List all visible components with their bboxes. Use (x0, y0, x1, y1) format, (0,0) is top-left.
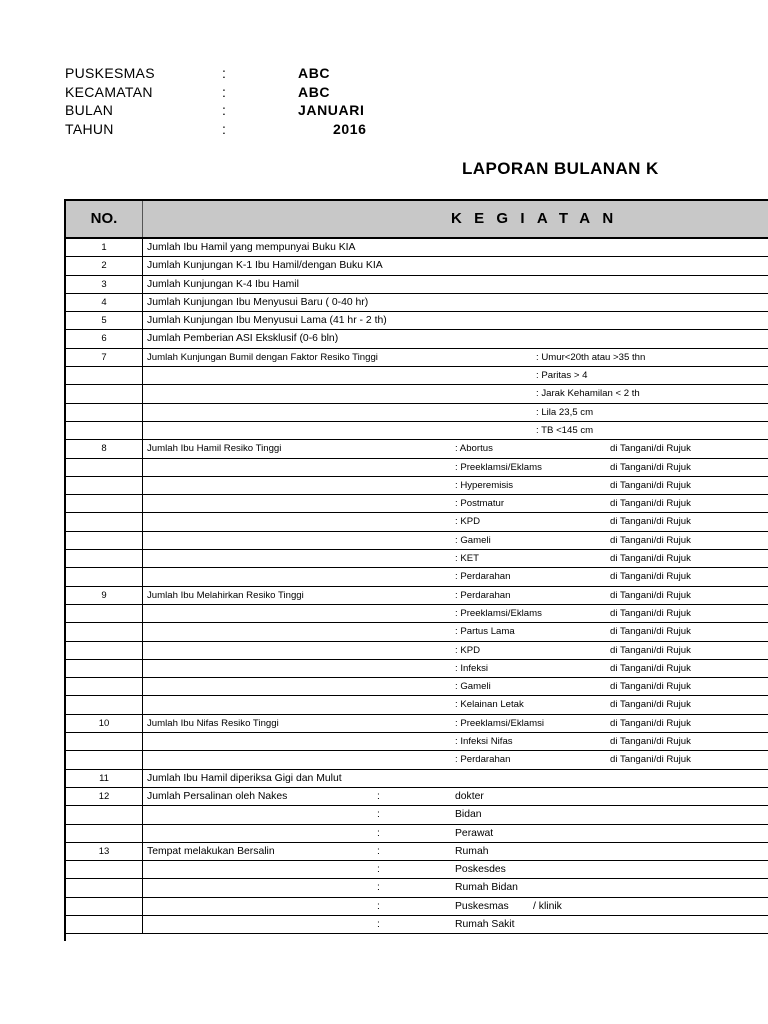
table-row (66, 916, 768, 934)
risk-item-cell: : Perdarahan (455, 589, 511, 601)
table-row (66, 587, 768, 605)
activity-description-cell: Jumlah Ibu Nifas Resiko Tinggi (147, 717, 279, 729)
row-number-cell (66, 916, 143, 933)
action-cell: di Tangani/di Rujuk (610, 498, 691, 510)
table-row (66, 239, 768, 257)
risk-item-cell: : Preeklamsi/Eklams (455, 461, 542, 473)
row-number-cell: 5 (66, 312, 143, 329)
factor-cell: : Jarak Kehamilan < 2 th (536, 388, 640, 400)
table-row (66, 404, 768, 422)
factor-cell: : Paritas > 4 (536, 370, 588, 382)
risk-item-cell: : Preeklamsi/Eklams (455, 607, 542, 619)
meta-value-kecamatan: ABC (298, 83, 331, 100)
meta-row-puskesmas (65, 65, 405, 84)
risk-item-cell: : Hyperemisis (455, 479, 514, 491)
table-row (66, 843, 768, 861)
activity-description-cell: Jumlah Ibu Melahirkan Resiko Tinggi (147, 589, 304, 601)
meta-row-kecamatan (65, 84, 405, 103)
header-no: NO. (66, 201, 143, 237)
table-row (66, 770, 768, 788)
row-number-cell (66, 825, 143, 842)
risk-item-cell: : KET (455, 553, 479, 565)
row-number-cell (66, 642, 143, 659)
report-table (64, 199, 768, 941)
table-row (66, 623, 768, 641)
row-number-cell (66, 898, 143, 915)
row-number-cell (66, 385, 143, 402)
meta-value-bulan: JANUARI (298, 102, 365, 118)
table-row (66, 788, 768, 806)
meta-label-bulan: BULAN (65, 102, 114, 118)
risk-item-cell: : Perdarahan (455, 754, 511, 766)
row-number-cell (66, 367, 143, 384)
factor-cell: : Umur<20th atau >35 thn (536, 351, 646, 363)
table-row (66, 898, 768, 916)
row-number-cell: 10 (66, 715, 143, 732)
action-cell: di Tangani/di Rujuk (610, 534, 691, 546)
row-number-cell: 2 (66, 257, 143, 274)
option-cell: Bidan (455, 809, 482, 821)
table-row (66, 550, 768, 568)
row-number-cell: 3 (66, 276, 143, 293)
action-cell: di Tangani/di Rujuk (610, 699, 691, 711)
option-cell: Poskesdes (455, 864, 506, 876)
table-row (66, 257, 768, 275)
table-row (66, 312, 768, 330)
action-cell: di Tangani/di Rujuk (610, 644, 691, 656)
meta-colon: : (222, 83, 226, 100)
row-number-cell (66, 404, 143, 421)
row-number-cell (66, 477, 143, 494)
activity-description-cell: Jumlah Ibu Hamil yang mempunyai Buku KIA (147, 242, 356, 253)
row-number-cell: 6 (66, 330, 143, 347)
risk-item-cell: : Abortus (455, 443, 493, 455)
action-cell: di Tangani/di Rujuk (610, 626, 691, 638)
row-number-cell (66, 568, 143, 585)
colon-cell: : (377, 882, 380, 894)
risk-item-cell: : Infeksi Nifas (455, 736, 513, 748)
row-number-cell (66, 678, 143, 695)
report-title: LAPORAN BULANAN K (462, 159, 659, 178)
header-kegiatan: KEGIATAN (451, 210, 626, 227)
meta-value-puskesmas: ABC (298, 65, 331, 81)
row-number-cell (66, 733, 143, 750)
activity-description-cell: Jumlah Kunjungan Ibu Menyusui Baru ( 0-40 hr) (147, 296, 369, 308)
risk-item-cell: : KPD (455, 516, 481, 528)
meta-label-puskesmas: PUSKESMAS (65, 65, 155, 81)
table-row (66, 879, 768, 897)
meta-colon: : (222, 120, 226, 137)
table-row (66, 440, 768, 458)
activity-description-cell: Jumlah Ibu Hamil Resiko Tinggi (147, 443, 282, 455)
row-number-cell (66, 696, 143, 713)
action-cell: di Tangani/di Rujuk (610, 717, 691, 729)
risk-item-cell: : Kelainan Letak (455, 699, 524, 711)
action-cell: di Tangani/di Rujuk (610, 571, 691, 583)
activity-description-cell: Jumlah Pemberian ASI Eksklusif (0-6 bln) (147, 333, 339, 345)
colon-cell: : (377, 827, 380, 839)
action-cell: di Tangani/di Rujuk (610, 479, 691, 491)
risk-item-cell: : Gameli (455, 681, 491, 693)
row-number-cell (66, 751, 143, 768)
row-number-cell (66, 459, 143, 476)
table-row (66, 294, 768, 312)
risk-item-cell: : KPD (455, 644, 481, 656)
row-number-cell: 9 (66, 587, 143, 604)
activity-description-cell: Tempat melakukan Bersalin (147, 845, 275, 857)
activity-description-cell: Jumlah Kunjungan K-1 Ibu Hamil/dengan Buku KIA (147, 260, 383, 272)
table-row (66, 825, 768, 843)
activity-description-cell: Jumlah Kunjungan K-4 Ibu Hamil (147, 278, 299, 290)
action-cell: di Tangani/di Rujuk (610, 754, 691, 766)
table-row (66, 459, 768, 477)
activity-description-cell: Jumlah Persalinan oleh Nakes (147, 790, 288, 802)
table-row (66, 349, 768, 367)
table-row (66, 477, 768, 495)
row-number-cell: 1 (66, 239, 143, 256)
row-number-cell: 8 (66, 440, 143, 457)
table-row (66, 696, 768, 714)
activity-description-cell: Jumlah Kunjungan Ibu Menyusui Lama (41 hr - 2 th) (147, 315, 387, 327)
row-number-cell: 7 (66, 349, 143, 366)
action-cell: di Tangani/di Rujuk (610, 443, 691, 455)
table-row (66, 385, 768, 403)
row-number-cell (66, 623, 143, 640)
row-number-cell (66, 660, 143, 677)
colon-cell: : (377, 918, 380, 930)
table-row (66, 861, 768, 879)
row-number-cell (66, 495, 143, 512)
meta-colon: : (222, 102, 226, 118)
table-row (66, 422, 768, 440)
report-meta (65, 65, 405, 139)
option-cell: Perawat (455, 827, 494, 839)
colon-cell: : (377, 790, 380, 802)
table-body (66, 239, 768, 934)
option-cell: Rumah Bidan (455, 882, 518, 894)
meta-row-tahun (65, 121, 405, 140)
action-cell: di Tangani/di Rujuk (610, 662, 691, 674)
row-number-cell: 13 (66, 843, 143, 860)
colon-cell: : (377, 900, 380, 912)
risk-item-cell: : Preeklamsi/Eklamsi (455, 717, 545, 729)
risk-item-cell: : Gameli (455, 534, 491, 546)
row-number-cell (66, 879, 143, 896)
colon-cell: : (377, 809, 380, 821)
activity-description-cell: Jumlah Kunjungan Bumil dengan Faktor Resiko Tinggi (147, 351, 378, 363)
table-row (66, 513, 768, 531)
meta-colon: : (222, 65, 226, 81)
option-extra-cell: / klinik (533, 900, 562, 912)
colon-cell: : (377, 845, 380, 857)
meta-row-bulan (65, 102, 405, 121)
risk-item-cell: : Infeksi (455, 662, 489, 674)
factor-cell: : Lila 23,5 cm (536, 406, 594, 418)
table-row (66, 568, 768, 586)
risk-item-cell: : Partus Lama (455, 626, 515, 638)
table-row (66, 532, 768, 550)
table-row (66, 733, 768, 751)
row-number-cell: 4 (66, 294, 143, 311)
table-row (66, 495, 768, 513)
risk-item-cell: : Perdarahan (455, 571, 511, 583)
table-header (66, 201, 768, 239)
table-row (66, 660, 768, 678)
table-row (66, 642, 768, 660)
row-number-cell (66, 861, 143, 878)
action-cell: di Tangani/di Rujuk (610, 516, 691, 528)
table-row (66, 678, 768, 696)
table-row (66, 367, 768, 385)
table-row (66, 715, 768, 733)
meta-label-tahun: TAHUN (65, 120, 114, 137)
factor-cell: : TB <145 cm (536, 424, 594, 436)
meta-value-tahun: 2016 (333, 120, 367, 137)
activity-description-cell: Jumlah Ibu Hamil diperiksa Gigi dan Mulut (147, 772, 342, 784)
option-cell: Rumah Sakit (455, 918, 515, 930)
table-row (66, 605, 768, 623)
meta-label-kecamatan: KECAMATAN (65, 83, 153, 100)
table-row (66, 751, 768, 769)
table-row (66, 806, 768, 824)
option-cell: Rumah (455, 845, 489, 857)
row-number-cell (66, 422, 143, 439)
action-cell: di Tangani/di Rujuk (610, 607, 691, 619)
action-cell: di Tangani/di Rujuk (610, 553, 691, 565)
row-number-cell (66, 513, 143, 530)
action-cell: di Tangani/di Rujuk (610, 681, 691, 693)
option-cell: Puskesmas (455, 900, 509, 912)
table-row (66, 330, 768, 348)
row-number-cell: 11 (66, 770, 143, 787)
risk-item-cell: : Postmatur (455, 498, 505, 510)
option-cell: dokter (455, 790, 484, 802)
action-cell: di Tangani/di Rujuk (610, 589, 691, 601)
action-cell: di Tangani/di Rujuk (610, 736, 691, 748)
row-number-cell (66, 550, 143, 567)
row-number-cell (66, 532, 143, 549)
action-cell: di Tangani/di Rujuk (610, 461, 691, 473)
row-number-cell (66, 605, 143, 622)
row-number-cell (66, 806, 143, 823)
row-number-cell: 12 (66, 788, 143, 805)
colon-cell: : (377, 864, 380, 876)
table-row (66, 276, 768, 294)
